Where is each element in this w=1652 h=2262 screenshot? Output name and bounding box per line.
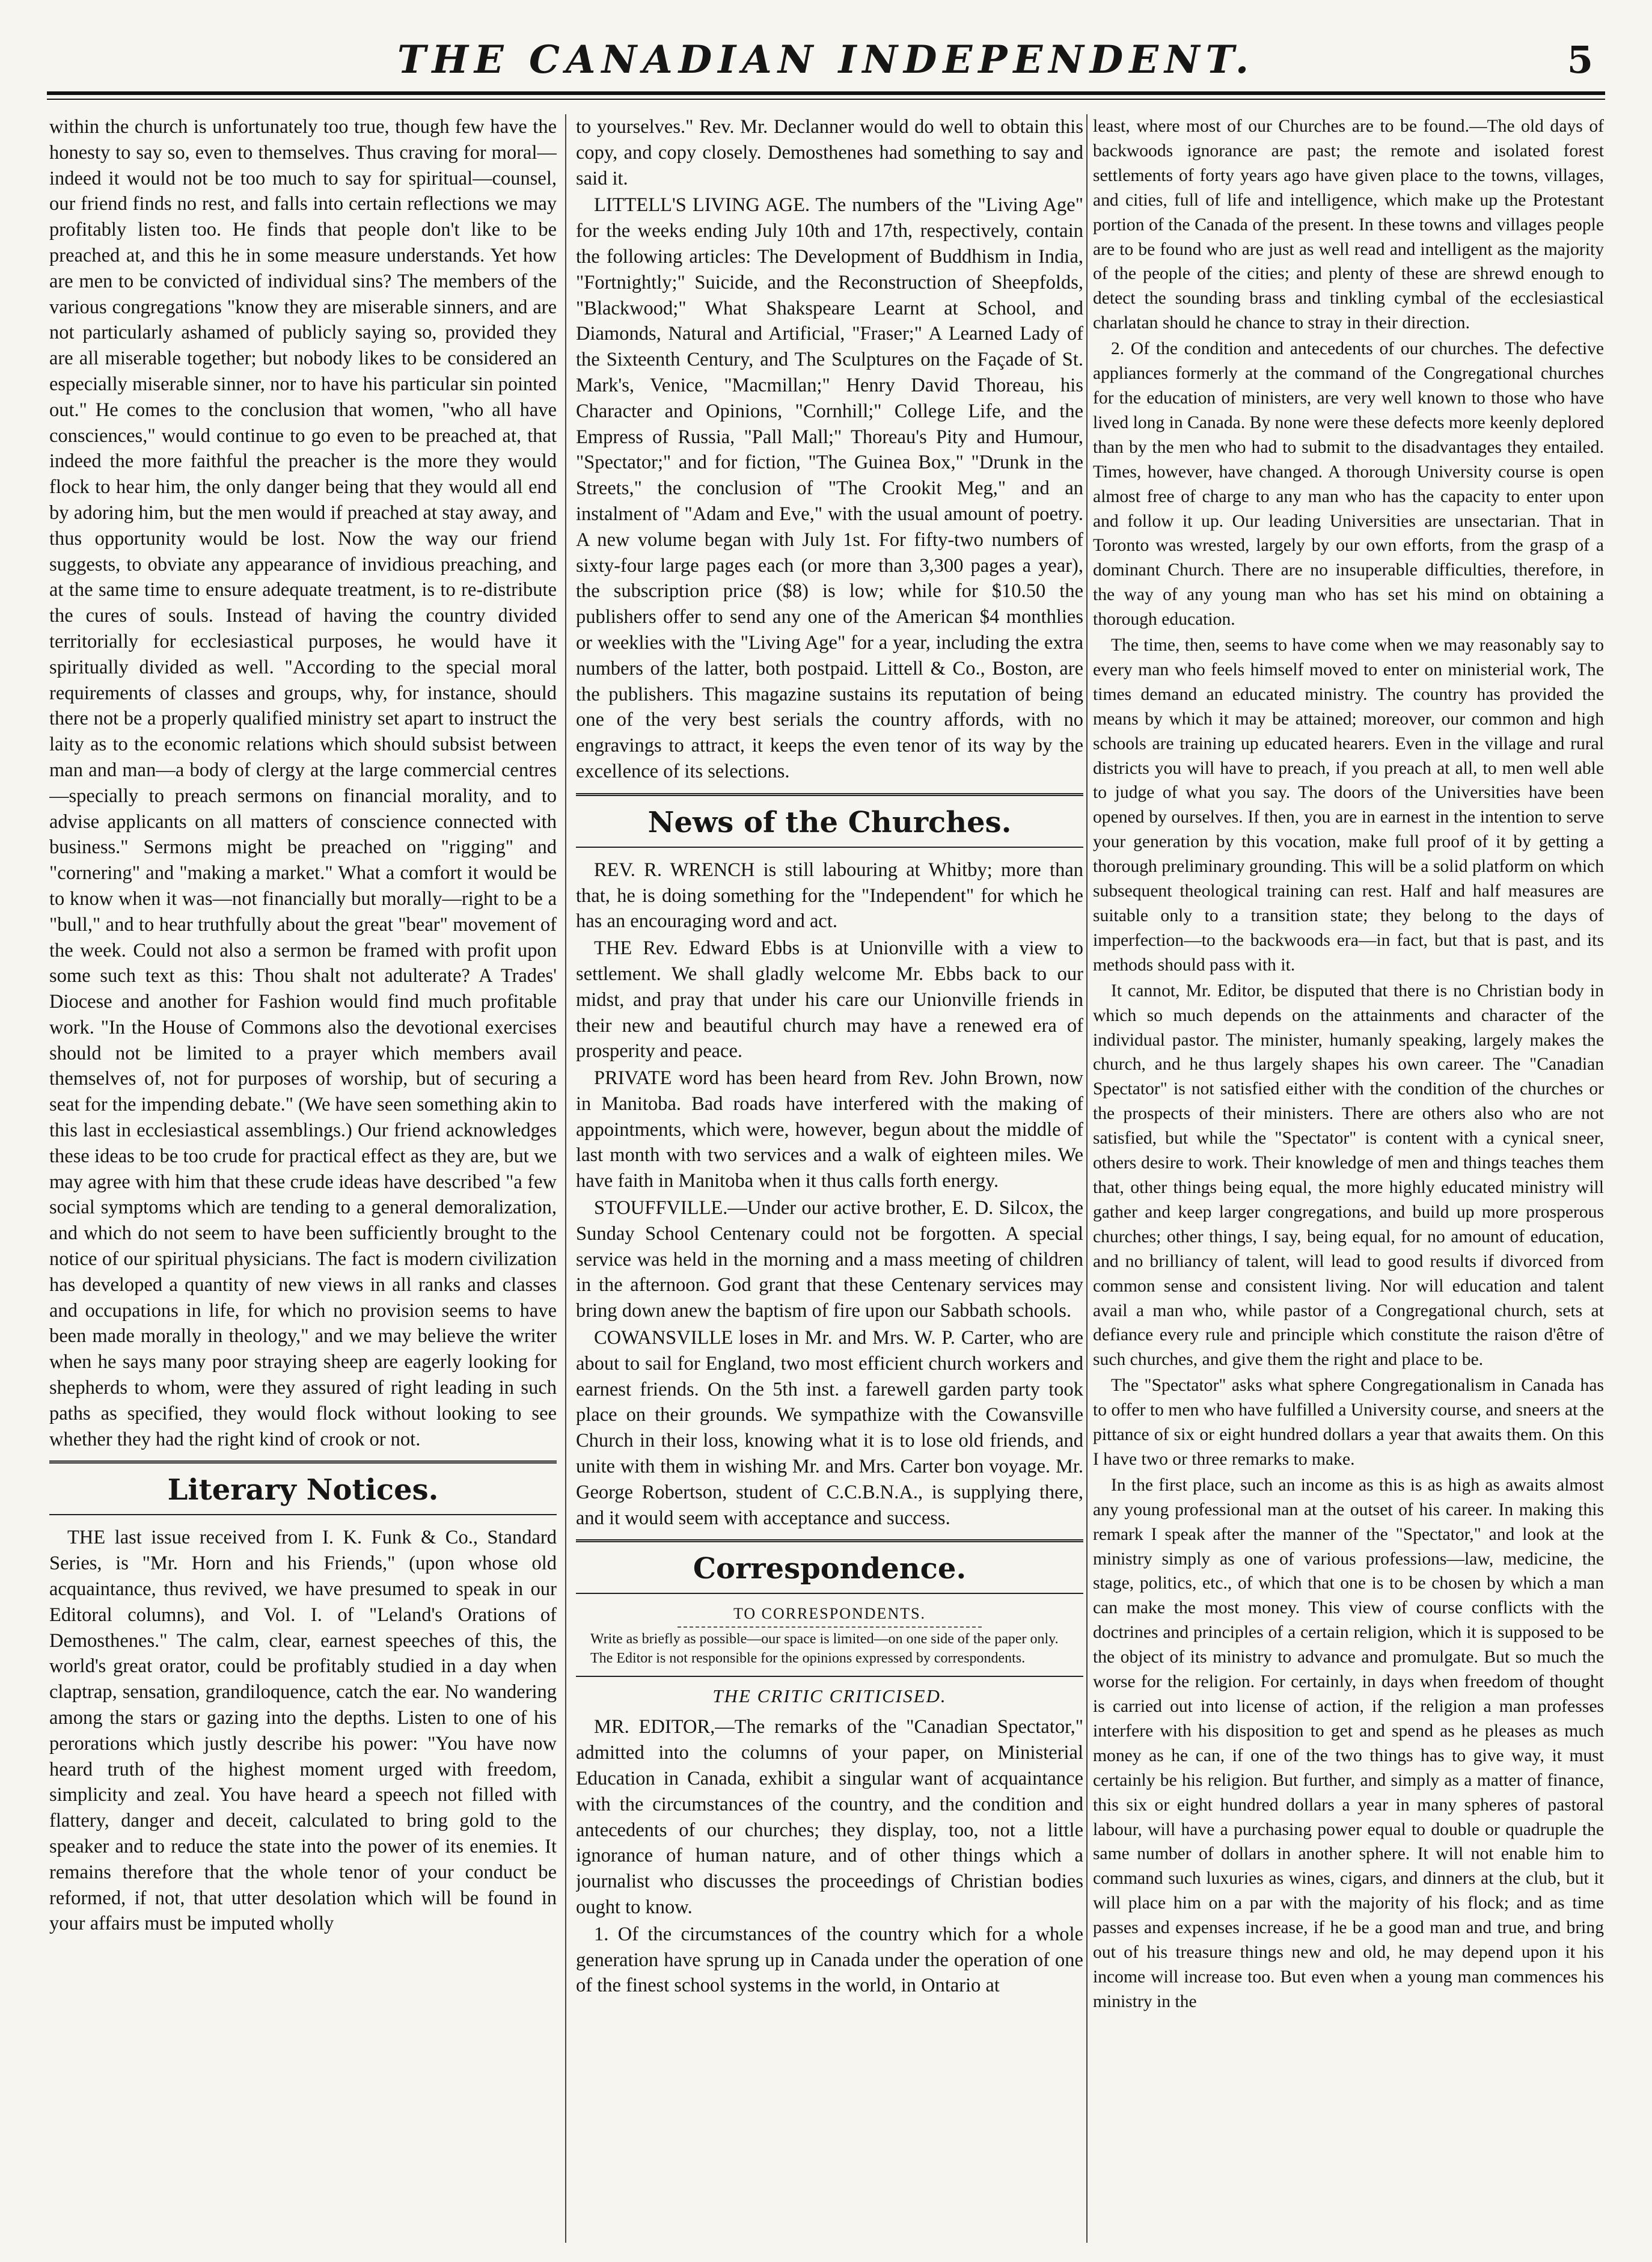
critic-criticised-heading: THE CRITIC CRITICISED. <box>576 1676 1083 1709</box>
correspondent-note: The Editor is not responsible for the opinions expressed by correspondents. <box>590 1651 1026 1667</box>
column-3-paragraph: The "Spectator" asks what sphere Congregationalism in Canada has to offer to men who have fulfilled a University course, and sneers at the pittance of six or eight hundred dollars a year that awaits them. On this I have two or three remarks to make. <box>1093 1376 1604 1469</box>
news-paragraph: PRIVATE word has been heard from Rev. John Brown, now in Manitoba. Bad roads have interfered with the making of appointments, which were, however, begun about the middle of last month with two services and a walk of eighteen miles. We have faith in Manitoba when it thus calls forth energy. <box>576 1067 1083 1192</box>
column-2 <box>576 114 1083 2243</box>
news-paragraph: STOUFFVILLE.—Under our active brother, E. D. Silcox, the Sunday School Centenary could not be forgotten. A special service was held in the morning and a mass meeting of children in the afternoon. God grant that these Centenary services may bring down anew the baptism of fire upon our Sabbath schools. <box>576 1197 1083 1322</box>
literary-notices-heading: Literary Notices. <box>49 1460 557 1515</box>
living-age-paragraph: LITTELL'S LIVING AGE. The numbers of the "Living Age" for the weeks ending July 10th and 17th, respectively, contain the following articles: The Development of Buddhism in India, "Fortnightly;" Suicide, and the Reconstruction of Sheepfolds, "Blackwood;" What Shakspeare Learnt at School, and Diamonds, Natural and Artificial, "Fraser;" A Learned Lady of the Sixteenth Century, and The Sculptures on the Façade of St. Mark's, Venice, "Macmillan;" Henry David Thoreau, his Character and Opinions, "Cornhill;" College Life, and the Empress of Russia, "Pall Mall;" Thoreau's Pity and Humour, "Spectator;" and for fiction, "The Guinea Box," "Drunk in the Streets," the conclusion of "The Crookit Meg," and an instalment of "Adam and Eve," with the usual amount of poetry. A new volume began with July 1st. For fifty-two numbers of sixty-four large pages each (or more than 3,300 pages a year), the subscription price ($8) is low; while for $10.50 the publishers offer to send any one of the American $4 monthlies or weeklies with the "Living Age" for a year, including the extra numbers of the latter, both postpaid. Littell & Co., Boston, are the publishers. This magazine sustains its reputation of being one of the very best serials the country affords, with no engravings to attract, it keeps the even tenor of its way by the excellence of its selections. <box>576 194 1083 782</box>
news-paragraph: COWANSVILLE loses in Mr. and Mrs. W. P. Carter, who are about to sail for England, two most efficient church workers and earnest friends. On the 5th inst. a farewell garden party took place on their grounds. We sympathize with the Cowansville Church in their loss, knowing what it is to lose old friends, and unite with them in wishing Mr. and Mrs. Carter bon voyage. Mr. George Robertson, student of C.C.B.N.A., is supplying there, and it would seem with acceptance and success. <box>576 1327 1083 1529</box>
critic-paragraph: 1. Of the circumstances of the country which for a whole generation have sprung up in Canada under the operation of one of the finest school systems in the world, in Ontario at <box>576 1923 1083 1997</box>
column-3-paragraph: 2. Of the condition and antecedents of our churches. The defective appliances formerly at the command of the Congregational churches for the education of ministers, are very well known to those who have lived long in Canada. By none were these defects more keenly deplored than by the men who had to submit to the disadvantages they entailed. Times, however, have changed. A thorough University course is open almost free of charge to any man who has the capacity to enter upon and follow it up. Our leading Universities are unsectarian. That in Toronto was wrested, largely by our own efforts, from the grasp of a dominant Church. There are no insuperable difficulties, therefore, in the way of any young man who has set his mind on obtaining a thorough education. <box>1093 339 1604 630</box>
dashed-divider <box>678 1626 982 1628</box>
news-of-churches-heading: News of the Churches. <box>576 793 1083 848</box>
column-3 <box>1093 114 1604 2243</box>
page-number: 5 <box>1567 38 1593 82</box>
to-correspondents-subheading: TO CORRESPONDENTS. <box>733 1605 926 1623</box>
column-divider-1 <box>565 114 566 2243</box>
literary-notice-paragraph: THE last issue received from I. K. Funk & Co., Standard Series, is "Mr. Horn and his Friends," (upon whose old acquaintance, thus revived, we have presumed to speak in our Editoral columns), and Vol. I. of "Leland's Orations of Demosthenes." The calm, clear, earnest speeches of this, the world's great orator, could be profitably studied in a day when claptrap, sensation, grandiloquence, catch the ear. No wandering among the stars or gazing into the depths. Listen to one of his perorations which justly describe his power: "You have now heard truth of the highest moment urged with freedom, simplicity and zeal. You have heard a speech not filled with flattery, danger and deceit, calculated to bring gold to the speaker and to reduce the state into the power of its enemies. It remains therefore that the whole tenor of your conduct be reformed, if not, that utter desolation which will be found in your affairs must be imputed wholly <box>49 1527 557 1935</box>
column-3-paragraph: The time, then, seems to have come when we may reasonably say to every man who feels himself moved to enter on ministerial work, The times demand an educated ministry. The country has provided the means by which it may be attained; moreover, our common and high schools are training up educated hearers. Even in the village and rural districts you will have to preach, if you preach at all, to men well able to judge of what you say. The doors of the Universities have been opened by ourselves. If then, you are in earnest in the intention to serve your generation by this vocation, make full proof of it by getting a thorough preliminary grounding. This will be a solid platform on which subsequent theological training can rest. Half and half measures are suitable only to a transition state; they belong to the days of imperfection—to the backwoods era—in fact, but that is past, and its methods should pass with it. <box>1093 636 1604 975</box>
critic-paragraph: MR. EDITOR,—The remarks of the "Canadian Spectator," admitted into the columns of your paper, on Ministerial Education in Canada, exhibit a singular want of acquaintance with the circumstances of the country, and the condition and antecedents of our churches; they display, too, not a little ignorance of human nature, and of other things which a journalist who discusses the proceedings of Christian bodies ought to know. <box>576 1716 1083 1919</box>
column-3-paragraph: least, where most of our Churches are to be found.—The old days of backwoods ignorance are past; the remote and isolated forest settlements of forty years ago have given place to the towns, villages, and cities, full of life and intelligence, which make up the Protestant portion of the Canada of the present. In these towns and villages people are to be found who are just as well read and intelligent as the majority of the people of the cities; and plenty of these are shrewd enough to detect the sounding brass and tinkling cymbal of the ecclesiastical charlatan should he chance to stray in their direction. <box>1093 117 1604 333</box>
news-paragraph: REV. R. WRENCH is still labouring at Whitby; more than that, he is doing something for the "Independent" for which he has an encouraging word and act. <box>576 859 1083 933</box>
correspondence-heading: Correspondence. <box>576 1539 1083 1594</box>
column-2-paragraph: to yourselves." Rev. Mr. Declanner would do well to obtain this copy, and copy closely. Demosthenes had something to say and said it. <box>576 116 1083 189</box>
newspaper-title: THE CANADIAN INDEPENDENT. <box>397 37 1255 82</box>
column-divider-2 <box>1086 114 1088 2243</box>
header-rule-thin <box>47 99 1605 100</box>
column-1-paragraph: within the church is unfortunately too true, though few have the honesty to say so, even to themselves. Thus craving for moral—indeed it would not be too much to say for spiritual—counsel, our friend finds no rest, and falls into certain reflections we may profitably listen too. He finds that people don't like to be preached at, and this he in some measure understands. Yet how are men to be convicted of individual sins? The members of the various congregations "know they are miserable sinners, and are not particularly ashamed of publicly saying so, provided they are all miserable together; but nobody likes to be considered an especially miserable sinner, nor to have his particular sin pointed out." He comes to the conclusion that women, "who all have consciences," would continue to go even to be preached at, that indeed the more faithful the preacher is the more they would flock to hear him, the only danger being that they would all end by adoring him, but the men would if preached at stay away, and thus opportunity would be lost. Now the way our friend suggests, to obviate any appearance of invidious preaching, and at the same time to ensure adequate treatment, is to re-distribute the cures of souls. Instead of having the country divided territorially for ecclesiastical purposes, he would have it spiritually divided as well. "According to the special moral requirements of classes and groups, why, for instance, should there not be a properly qualified ministry set apart to instruct the laity as to the economic relations which should subsist between man and man—a body of clergy at the large commercial centres—specially to preach sermons on financial morality, and to advise applicants on all matters of conscience connected with business." Sermons might be preached on "rigging" and "cornering" and "making a market." What a comfort it would be to know when it was—not financially but morally—right to be a "bull," and to hear truthfully about the great "bear" movement of the week. Could not also a sermon be framed with profit upon some such text as this: Thou shalt not adulterate? A Trades' Diocese and another for Fashion would find much profitable work. "In the House of Commons also the devotional exercises should not be limited to a prayer which members avail themselves of, not for purposes of worship, but of securing a seat for the impending debate." (We have seen something akin to this last in ecclesiastical assemblings.) Our friend acknowledges these ideas to be too crude for practical effect as they are, but we may agree with him that these crude ideas have described "a few social symptoms which are tending to a general demoralization, and which do not seem to have been sufficiently brought to the notice of our spiritual physicians. The fact is modern civilization has developed a quantity of new views in all ranks and classes and occupations in life, for which no provision seems to have been made morally in theology," and we may believe the writer when he says many poor straying sheep are eagerly looking for shepherds to whom, were they assured of right leading in such paths as specified, they would flock without looking to see whether they had the right kind of crook or not. <box>49 116 557 1450</box>
column-3-paragraph: It cannot, Mr. Editor, be disputed that there is no Christian body in which so much depends on the attainments and character of the individual pastor. The minister, humanly speaking, largely makes the church, and he thus largely shapes his own career. The "Canadian Spectator" is not satisfied either with the condition of the churches or the prospects of their ministers. There are others also who are not satisfied, but while the "Spectator" is content with a cynical sneer, others desire to work. Their knowledge of men and things teaches them that, other things being equal, the more highly educated ministry will gather and keep larger congregations, and build up more prosperous churches; other things, I say, being equal, for no amount of education, and no brilliancy of talent, will lead to good results if divorced from common sense and consistent living. Nor will education and talent avail a man who, while pastor of a Congregational church, sets at defiance every rule and principle which constitute the raison d'être of such churches, and give them the right and place to be. <box>1093 981 1604 1370</box>
masthead <box>47 24 1605 91</box>
column-3-paragraph: In the first place, such an income as this is as high as awaits almost any young professional man at the outset of his career. In making this remark I speak after the manner of the "Spectator," and look at the ministry simply as one of various professions—law, medicine, the stage, politics, etc., of which that one is to be chosen by which a man can make the most money. This view of course conflicts with the doctrines and principles of a certain religion, which it is supposed to be the object of its ministry to advance and promulgate. But so much the worse for the religion. For certainly, in days when freedom of thought is carried out into license of action, if the religion a man professes interfere with his disposition to get and spend as he pleases as much money as he can, if one of the two things has to give way, it must certainly be his religion. But further, and simply as a matter of finance, this six or eight hundred dollars a year in many spheres of pastoral labour, will have a purchasing power equal to double or quadruple the same number of dollars in another sphere. It will not enable him to command such luxuries as wines, cigars, and dinners at the club, but it will place him on a par with the majority of his flock; and as time passes and expenses increase, if he be a good man and true, and bring out of his treasure things new and old, he may depend upon it his income will increase too. But even when a young man commences his ministry in the <box>1093 1475 1604 2011</box>
correspondent-note: Write as briefly as possible—our space is limited—on one side of the paper only. <box>590 1631 1059 1647</box>
news-paragraph: THE Rev. Edward Ebbs is at Unionville with a view to settlement. We shall gladly welcome Mr. Ebbs back to our midst, and pray that under his care our Unionville friends in their new and beautiful church may have a renewed era of prosperity and peace. <box>576 937 1083 1062</box>
column-1 <box>49 114 557 2243</box>
header-rule-thick <box>47 91 1605 95</box>
